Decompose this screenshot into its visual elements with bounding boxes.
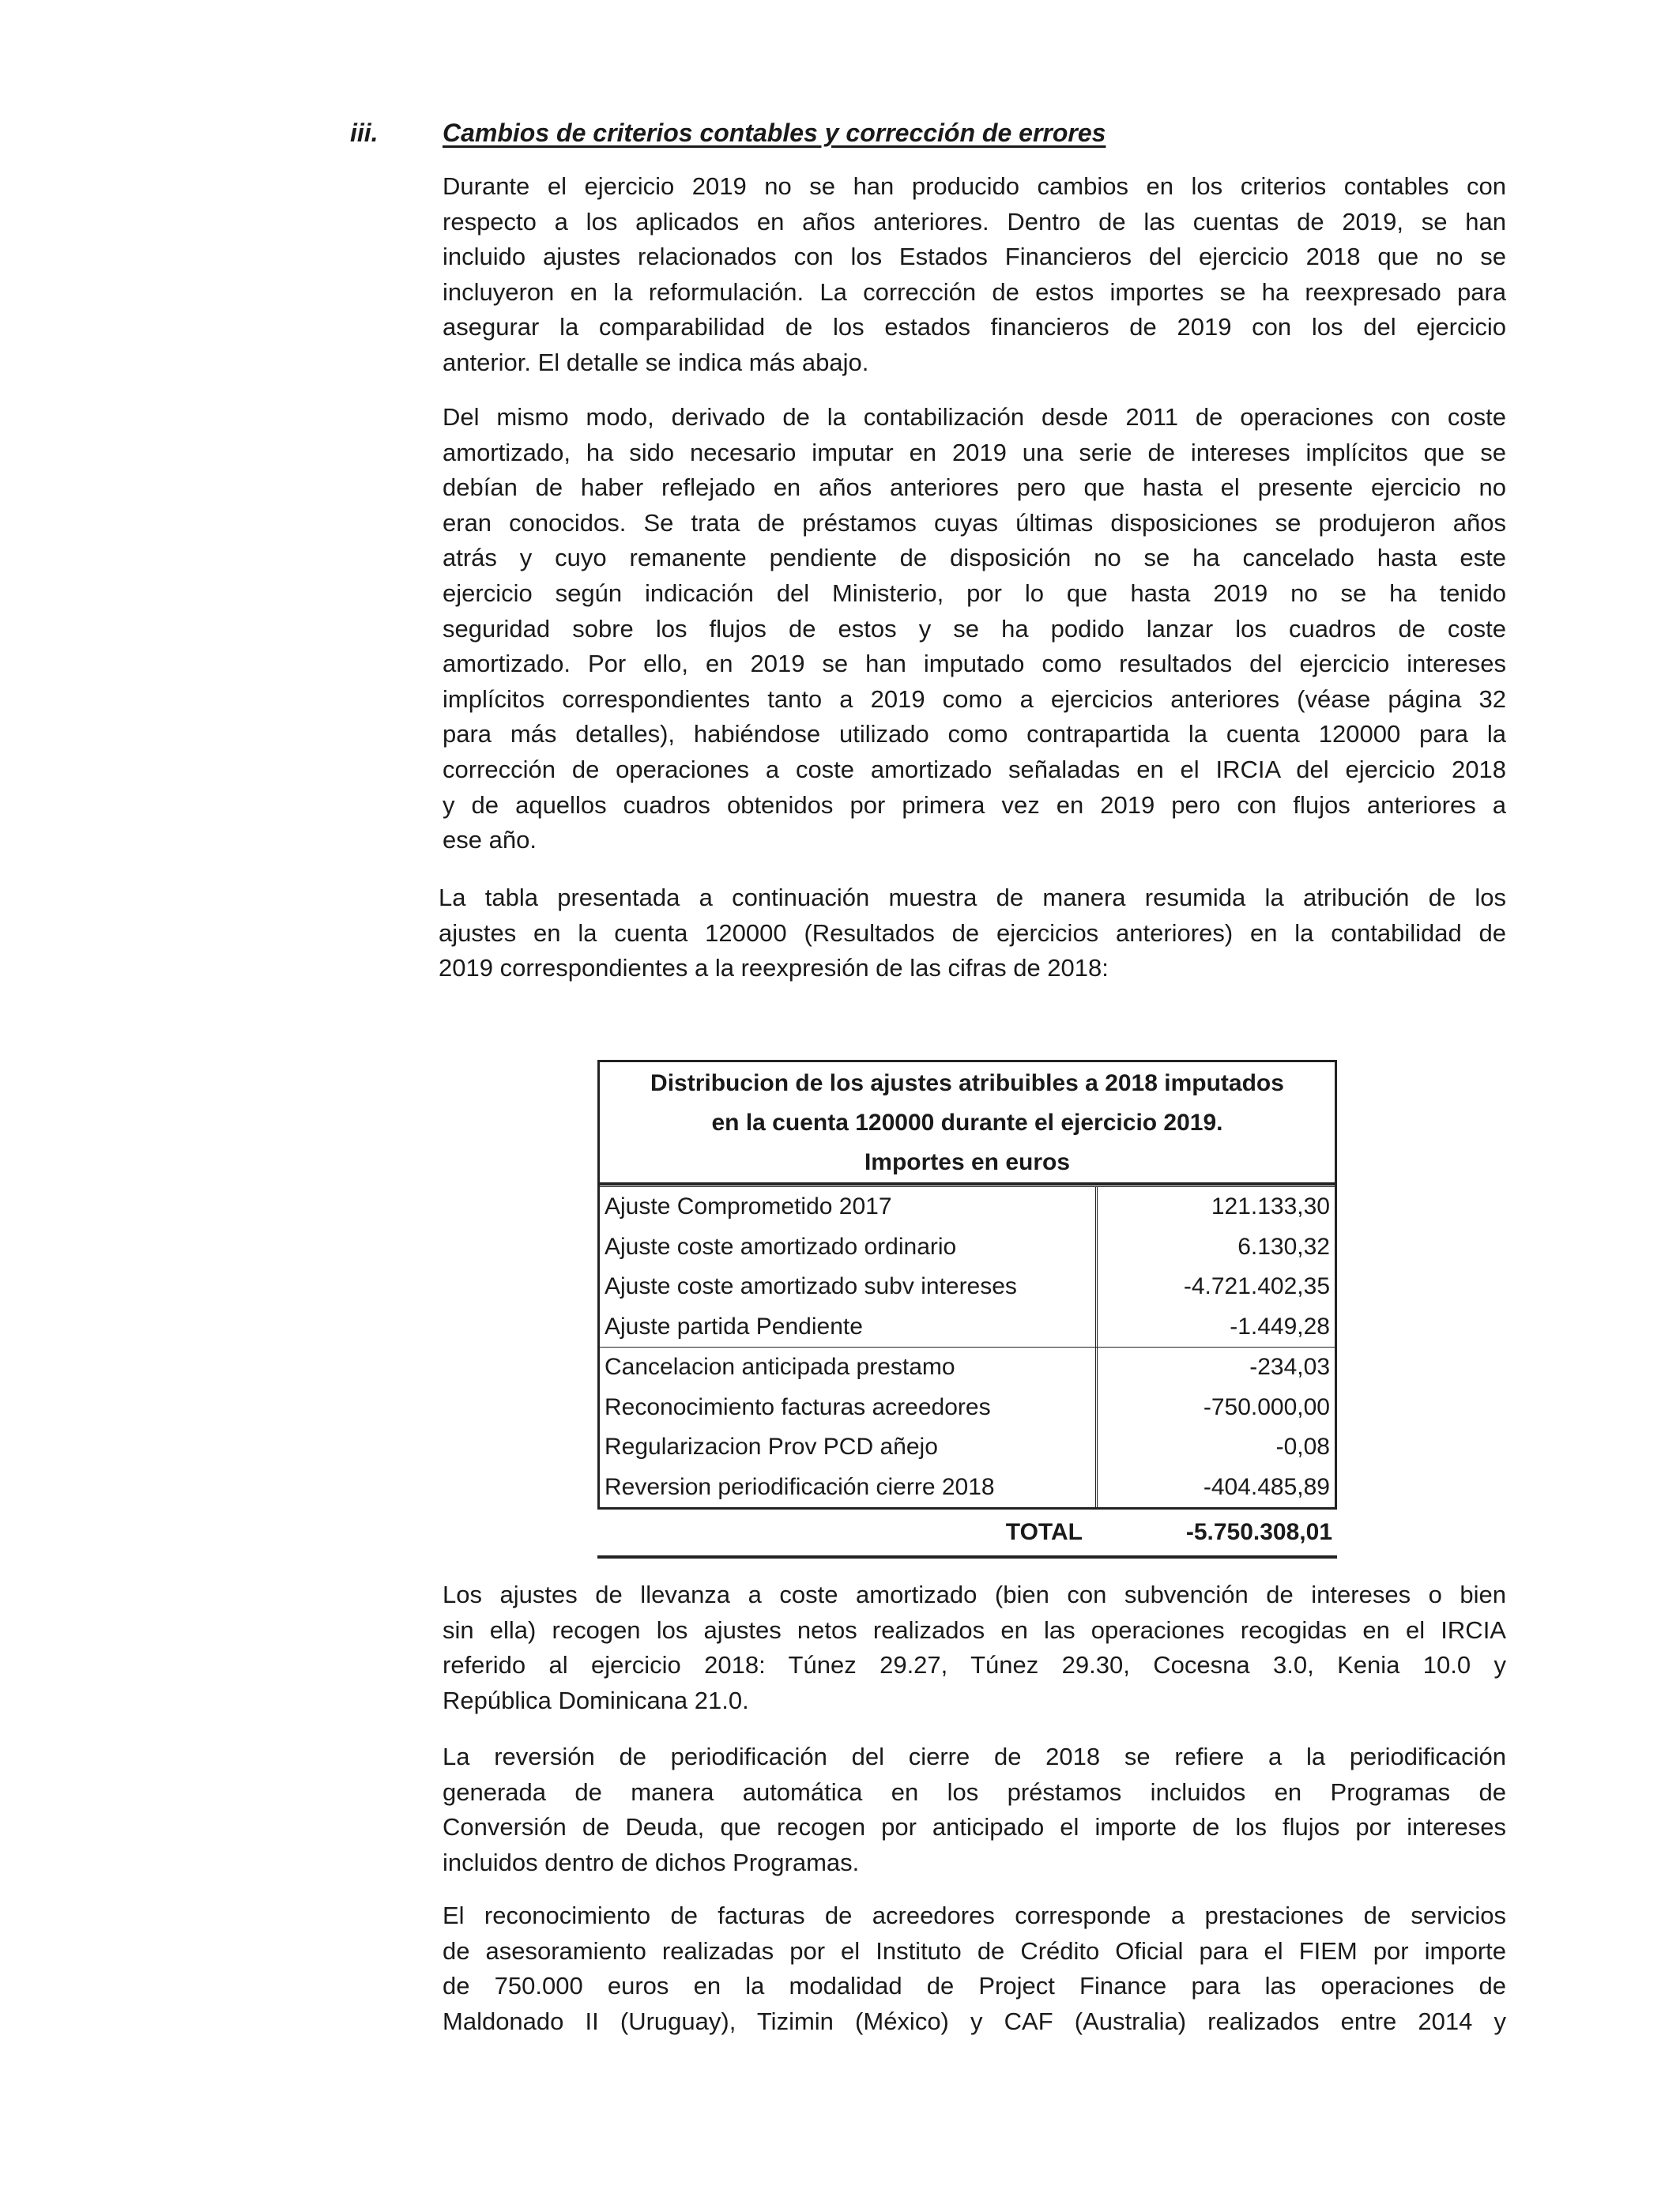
row-value: 121.133,30 (1211, 1193, 1330, 1220)
text-line: Los ajustes de llevanza a coste amortizado (bien con subvención de intereses o bien (443, 1581, 1506, 1608)
table-body (597, 1185, 1337, 1510)
row-value: -750.000,00 (1203, 1393, 1330, 1420)
text-line: El reconocimiento de facturas de acreedores corresponde a prestaciones de servicios (443, 1902, 1506, 1929)
paragraph-reversion (443, 1740, 1506, 1880)
paragraph-tabla-intro (439, 880, 1506, 986)
text-line: referido al ejercicio 2018: Túnez 29.27, Túnez 29.30, Cocesna 3.0, Kenia 10.0 y (443, 1651, 1506, 1679)
row-label: Ajuste coste amortizado ordinario (605, 1233, 957, 1260)
table-title-line: Distribucion de los ajustes atribuibles a 2018 imputados (650, 1070, 1284, 1096)
row-value: -404.485,89 (1203, 1473, 1330, 1500)
row-value: -234,03 (1249, 1354, 1330, 1380)
text-line: anterior. El detalle se indica más abajo. (443, 348, 869, 376)
row-value: -1.449,28 (1230, 1313, 1330, 1340)
table-total-row (597, 1510, 1337, 1559)
paragraph-facturas (443, 1898, 1506, 2039)
table-title (597, 1060, 1337, 1185)
total-value: -5.750.308,01 (1185, 1519, 1332, 1545)
text-line: generada de manera automática en los préstamos incluidos en Programas de (443, 1777, 1506, 1806)
text-line: y de aquellos cuadros obtenidos por primera vez en 2019 pero con flujos anteriores a (443, 790, 1506, 819)
row-label: Regularizacion Prov PCD añejo (605, 1434, 938, 1460)
row-label: Ajuste coste amortizado subv intereses (605, 1273, 1017, 1299)
text-line: incluido ajustes relacionados con los Estados Financieros del ejercicio 2018 que no se (443, 243, 1506, 271)
section-number: iii. (350, 119, 379, 147)
text-line: respecto a los aplicados en años anteriores. Dentro de las cuentas de 2019, se han (443, 207, 1506, 236)
text-line: Conversión de Deuda, que recogen por anticipado el importe de los flujos por intereses (443, 1813, 1506, 1842)
text-line: debían de haber reflejado en años anteriores pero que hasta el presente ejercicio no (443, 473, 1506, 502)
text-line: Maldonado II (Uruguay), Tizimin (México) y CAF (Australia) realizados entre 2014 y (443, 2007, 1506, 2035)
text-line: 2019 correspondientes a la reexpresión de las cifras de 2018: (439, 954, 1109, 982)
text-line: de 750.000 euros en la modalidad de Project Finance para las operaciones de (443, 1972, 1506, 2000)
text-line: corrección de operaciones a coste amortizado señaladas en el IRCIA del ejercicio 2018 (443, 755, 1506, 783)
table-title-line: en la cuenta 120000 durante el ejercicio 2019. (711, 1110, 1223, 1136)
text-line: Del mismo modo, derivado de la contabilización desde 2011 de operaciones con coste (443, 403, 1506, 431)
table-group (600, 1185, 1335, 1347)
row-label: Reversion periodificación cierre 2018 (605, 1473, 995, 1500)
paragraph-criterios (443, 169, 1506, 381)
text-line: implícitos correspondientes tanto a 2019 como a ejercicios anteriores (véase página 32 (443, 684, 1506, 713)
row-label: Reconocimiento facturas acreedores (605, 1393, 991, 1420)
row-label: Cancelacion anticipada prestamo (605, 1354, 955, 1380)
text-line: para más detalles), habiéndose utilizado como contrapartida la cuenta 120000 para la (443, 720, 1506, 748)
text-line: ese año. (443, 826, 537, 854)
text-line: sin ella) recogen los ajustes netos realizados en las operaciones recogidas en el IRCIA (443, 1615, 1506, 1644)
table-group (600, 1347, 1335, 1507)
text-line: amortizado, ha sido necesario imputar en 2019 una serie de intereses implícitos que se (443, 438, 1506, 466)
text-line: eran conocidos. Se trata de préstamos cuyas últimas disposiciones se produjeron años (443, 508, 1506, 537)
text-line: incluyeron en la reformulación. La corrección de estos importes se ha reexpresado para (443, 277, 1506, 306)
text-line: La reversión de periodificación del cierre de 2018 se refiere a la periodificación (443, 1743, 1506, 1770)
text-line: asegurar la comparabilidad de los estados financieros de 2019 con los del ejercicio (443, 313, 1506, 341)
text-line: de asesoramiento realizadas por el Instituto de Crédito Oficial para el FIEM por importe (443, 1936, 1506, 1965)
paragraph-coste-amortizado (443, 400, 1506, 858)
text-line: amortizado. Por ello, en 2019 se han imputado como resultados del ejercicio intereses (443, 650, 1506, 678)
text-line: La tabla presentada a continuación muestra de manera resumida la atribución de los (439, 884, 1506, 911)
row-value: 6.130,32 (1237, 1233, 1330, 1260)
text-line: ejercicio según indicación del Ministerio, por lo que hasta 2019 no se ha tenido (443, 579, 1506, 607)
row-label: Ajuste Comprometido 2017 (605, 1193, 892, 1220)
text-line: Durante el ejercicio 2019 no se han producido cambios en los criterios contables con (443, 172, 1506, 200)
total-label: TOTAL (1005, 1519, 1083, 1545)
row-label: Ajuste partida Pendiente (605, 1313, 863, 1340)
text-line: seguridad sobre los flujos de estos y se ha podido lanzar los cuadros de coste (443, 614, 1506, 643)
text-line: ajustes en la cuenta 120000 (Resultados de ejercicios anteriores) en la contabilidad de (439, 918, 1506, 947)
adjustments-table (597, 1060, 1337, 1559)
table-title-line: Importes en euros (864, 1149, 1071, 1175)
text-line: República Dominicana 21.0. (443, 1686, 749, 1714)
paragraph-ajustes-llevanza (443, 1578, 1506, 1718)
row-value: -4.721.402,35 (1183, 1273, 1330, 1299)
text-line: atrás y cuyo remanente pendiente de disposición no se ha cancelado hasta este (443, 544, 1506, 572)
text-line: incluidos dentro de dichos Programas. (443, 1848, 860, 1876)
section-title: Cambios de criterios contables y corrección de errores (443, 119, 1106, 147)
row-value: -0,08 (1275, 1434, 1330, 1460)
